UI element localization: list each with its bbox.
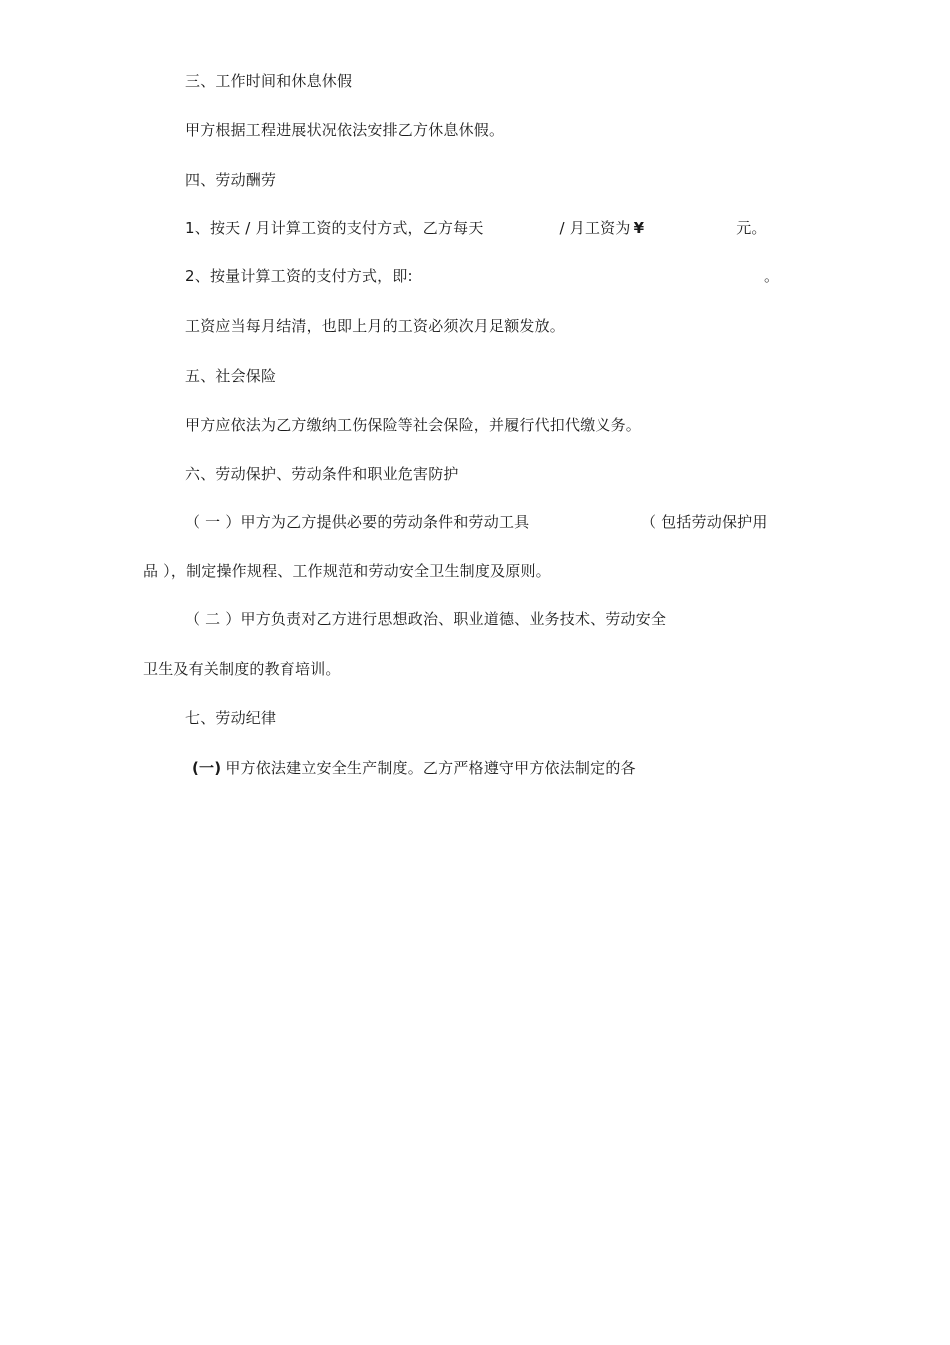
item-number: (一) <box>192 759 222 777</box>
section-6-heading: 六、劳动保护、劳动条件和职业危害防护 <box>185 465 459 483</box>
section-3-heading: 三、工作时间和休息休假 <box>185 72 353 90</box>
section-7-item-1 <box>192 758 636 778</box>
section-5-body: 甲方应依法为乙方缴纳工伤保险等社会保险，并履行代扣代缴义务。 <box>185 416 642 434</box>
currency-symbol: ¥ <box>633 219 645 237</box>
item-1-text-a: 1、按天 / 月计算工资的支付方式，乙方每天 <box>185 219 484 237</box>
section-3-body: 甲方根据工程进展状况依法安排乙方休息休假。 <box>185 121 505 139</box>
section-7-heading: 七、劳动纪律 <box>185 709 277 727</box>
section-6-item-1-b: （ 包括劳动保护用 <box>641 513 768 531</box>
section-4-item-2 <box>185 266 413 286</box>
item-1-text-c: 元。 <box>736 219 767 237</box>
section-4-item-1 <box>185 218 767 238</box>
section-6-item-2: （ 二 ）甲方负责对乙方进行思想政治、职业道德、业务技术、劳动安全 <box>185 610 667 628</box>
section-6-item-2-cont: 卫生及有关制度的教育培训。 <box>143 660 341 678</box>
section-5-heading: 五、社会保险 <box>185 367 277 385</box>
item-2-text-a: 2、按量计算工资的支付方式，即: <box>185 267 413 285</box>
section-4-heading: 四、劳动酬劳 <box>185 171 277 189</box>
section-6-item-1: （ 一 ）甲方为乙方提供必要的劳动条件和劳动工具 <box>185 513 530 531</box>
item-2-text-b: 。 <box>764 267 780 285</box>
item-text: 甲方依法建立安全生产制度。乙方严格遵守甲方依法制定的各 <box>225 759 636 777</box>
section-4-note: 工资应当每月结清，也即上月的工资必须次月足额发放。 <box>185 317 566 335</box>
item-1-text-b: / 月工资为 <box>559 219 631 237</box>
section-6-item-1-cont: 品 ），制定操作规程、工作规范和劳动安全卫生制度及原则。 <box>143 562 551 580</box>
